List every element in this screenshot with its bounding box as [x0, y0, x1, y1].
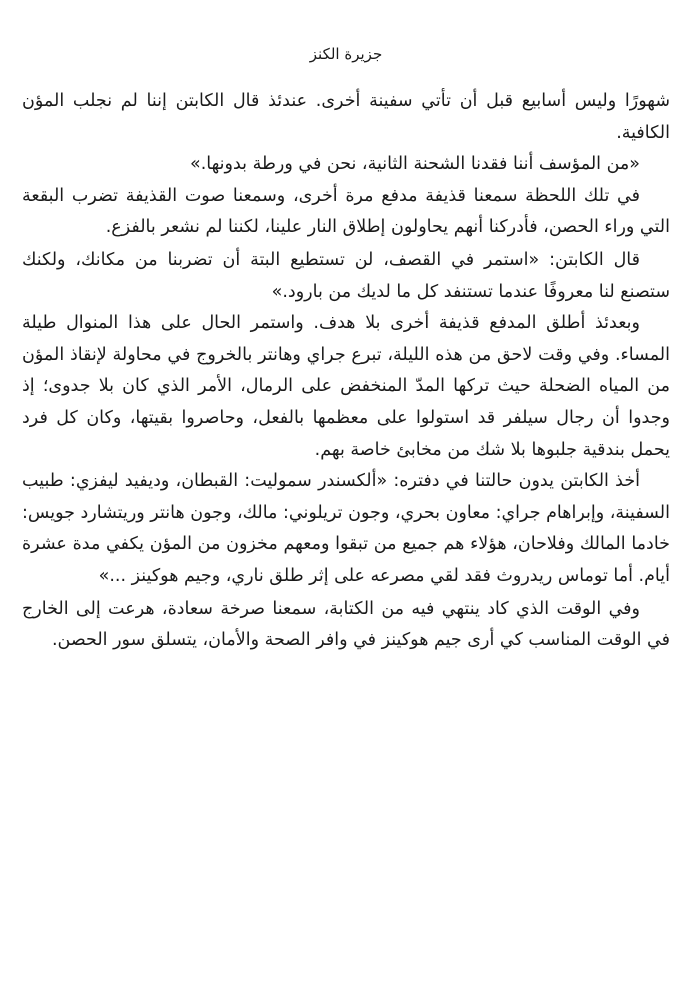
paragraph: أخذ الكابتن يدون حالتنا في دفتره: «ألكسندر سموليت: القبطان، وديفيد ليفزي: طبيب السفينة، وإبراهام جراي: معاون بحري، وجون تريلوني: مالك، وجون هانتر وريتشارد جويس: خادما المالك وفلاحان، هؤلاء هم جميع من تبقوا ومعهم مخزون من المؤن يكفي مدة عشرة أيام. أما توماس ريدروث فقد لقي مصرعه على إثر طلق ناري، وجيم هوكينز ...» [22, 471, 670, 586]
body-text [22, 86, 670, 657]
paragraph-quote: «من المؤسف أننا فقدنا الشحنة الثانية، نحن في ورطة بدونها.» [189, 154, 640, 175]
paragraph-continued: شهورًا وليس أسابيع قبل أن تأتي سفينة أخرى. عندئذ قال الكابتن إننا لم نجلب المؤن الكافية. [22, 91, 670, 143]
running-title: جزيرة الكنز [309, 45, 383, 63]
paragraph: قال الكابتن: «استمر في القصف، لن تستطيع البتة أن تضربنا من مكانك، ولكنك ستصنع لنا معروفًا عندما تستنفد كل ما لديك من بارود.» [22, 249, 670, 302]
paragraph: وبعدئذ أطلق المدفع قذيفة أخرى بلا هدف. واستمر الحال على هذا المنوال طيلة المساء. وفي وقت لاحق من هذه الليلة، تبرع جراي وهانتر بالخروج في محاولة لإنقاذ المؤن من المياه الضحلة حيث تركها المدّ المنخفض على الرمال، الأمر الذي كان بلا جدوى؛ إذ وجدوا أن رجال سيلفر قد استولوا على معظمها بالفعل، وحاصروا بقيتها، وكان كل فرد يحمل بندقية جلبوها بلا شك من مخابئ خاصة بهم. [22, 313, 670, 460]
paragraph: وفي الوقت الذي كاد ينتهي فيه من الكتابة، سمعنا صرخة سعادة، هرعت إلى الخارج في الوقت المناسب كي أرى جيم هوكينز في وافر الصحة والأمان، يتسلق سور الحصن. [22, 598, 670, 651]
book-page [22, 0, 670, 1000]
paragraph: في تلك اللحظة سمعنا قذيفة مدفع مرة أخرى، وسمعنا صوت القذيفة تضرب البقعة التي وراء الحصن، فأدركنا أنهم يحاولون إطلاق النار علينا، لكننا لم نشعر بالفزع. [22, 185, 670, 238]
